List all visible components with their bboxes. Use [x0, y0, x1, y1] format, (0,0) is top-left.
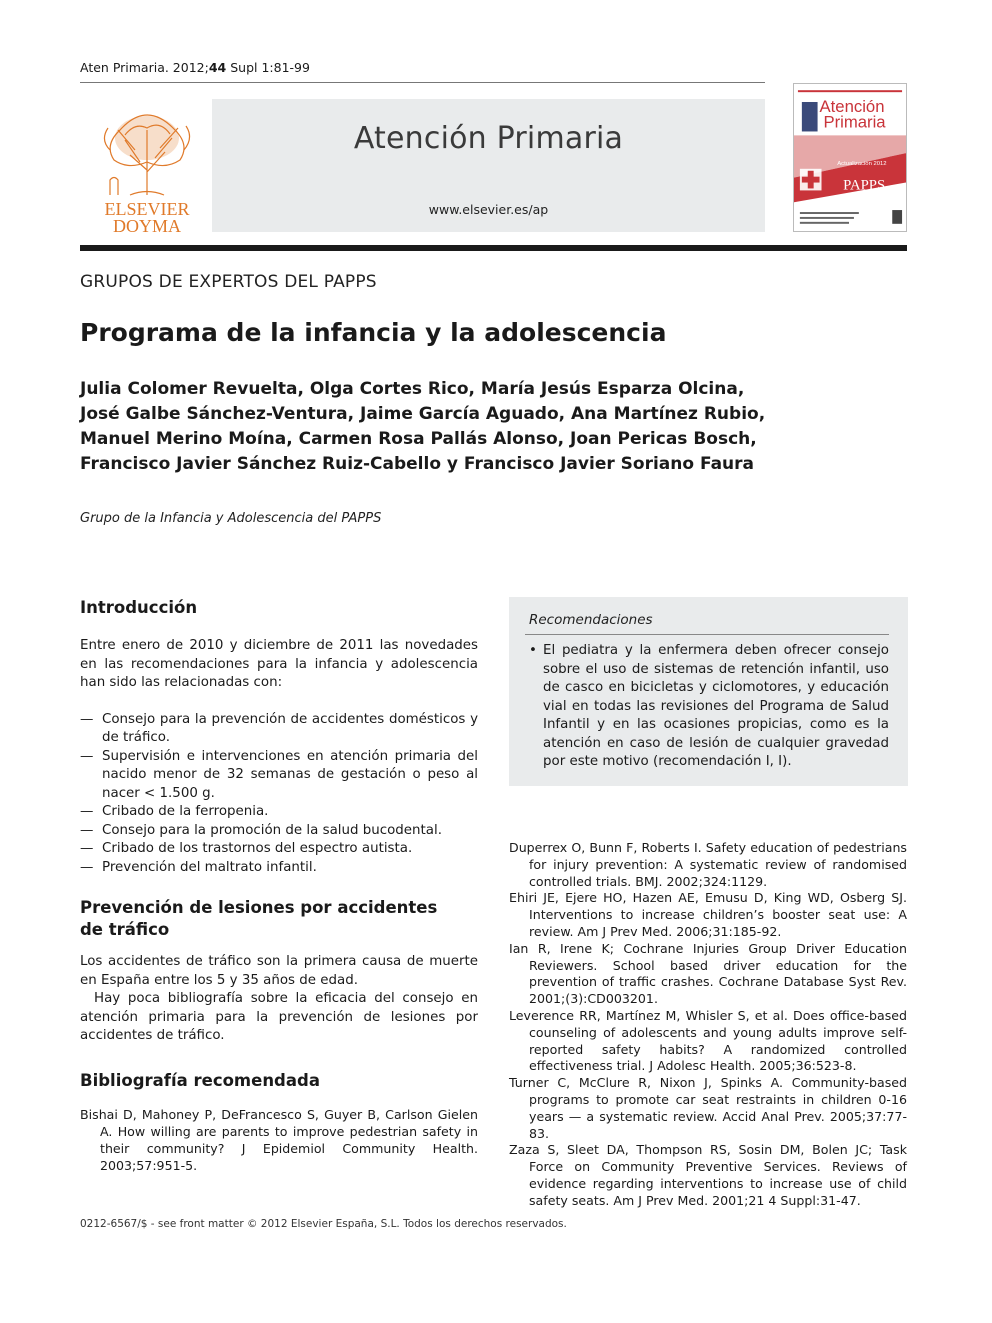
reference-item: Duperrex O, Bunn F, Roberts I. Safety education of pedestrians for injury prevention: A systematic review of randomised controlled trials. BMJ. 2002;324:1129.	[509, 840, 907, 889]
affiliation: Grupo de la Infancia y Adolescencia del PAPPS	[80, 511, 382, 526]
reference-item: Zaza S, Sleet DA, Thompson RS, Sosin DM, Bolen JC; Task Force on Community Preventive Services. Reviews of evidence regarding interventions to increase use of child safety seats. Am J Prev Med. 2001;21 4 Suppl:31-47.	[509, 1142, 907, 1208]
journal-citation: Aten Primaria. 2012;44 Supl 1:81-99	[80, 60, 310, 75]
list-item: — Consejo para la prevención de accidentes domésticos y de tráfico.	[80, 711, 478, 745]
reference-item: Ehiri JE, Ejere HO, Hazen AE, Emusu D, King WD, Osberg SJ. Interventions to increase children’s booster seat use: A review. Am J Prev Med. 2006;31:185-92.	[509, 890, 907, 939]
author-line: Francisco Javier Sánchez Ruiz-Cabello y Francisco Javier Soriano Faura	[80, 454, 754, 474]
journal-cover-thumbnail	[793, 83, 907, 232]
journal-banner	[212, 99, 765, 232]
svg-text:DOYMA: DOYMA	[112, 216, 182, 235]
svg-text:Atención: Atención	[819, 96, 885, 116]
author-line: Manuel Merino Moína, Carmen Rosa Pallás Alonso, Joan Pericas Bosch,	[80, 429, 757, 449]
list-item: — Consejo para la promoción de la salud bucodental.	[80, 822, 442, 838]
bibliography-heading: Bibliografía recomendada	[80, 1070, 320, 1090]
recommendation-text: El pediatra y la enfermera deben ofrecer consejo sobre el uso de sistemas de retención infantil, uso de casco en bicicletas y ciclomotores, y educación vial en todas las revisiones del Programa de Salud Infantil y en las ocasiones propicias, como es la atención en caso de lesión de cualquier gravedad por este motivo (recomendación I, I).	[543, 643, 889, 769]
section-label: GRUPOS DE EXPERTOS DEL PAPPS	[80, 272, 377, 292]
list-item: — Prevención del maltrato infantil.	[80, 859, 317, 875]
author-line: Julia Colomer Revuelta, Olga Cortes Rico, María Jesús Esparza Olcina,	[80, 379, 745, 399]
recommendations-divider	[525, 634, 889, 635]
copyright-footer: 0212-6567/$ - see front matter © 2012 Elsevier España, S.L. Todos los derechos reservados.	[80, 1218, 567, 1230]
intro-list	[80, 711, 478, 878]
bibliography-left	[80, 1106, 478, 1174]
list-item: — Supervisión e intervenciones en atención primaria del nacido menor de 32 semanas de gestación o peso al nacer < 1.500 g.	[80, 748, 478, 801]
reference-item: Leverence RR, Martínez M, Whisler S, et al. Does office-based counseling of adolescents and young adults improve self-reported safety habits? A randomized controlled effectiveness trial. J Adolesc Health. 2005;36:523-8.	[509, 1007, 907, 1074]
article-title: Programa de la infancia y la adolescencia	[80, 318, 667, 347]
svg-text:Primaria: Primaria	[823, 112, 886, 132]
elsevier-tree-icon	[80, 100, 215, 235]
list-item: — Cribado de la ferropenia.	[80, 804, 269, 819]
bullet-icon: •	[529, 643, 537, 658]
elsevier-doyma-logo	[80, 100, 215, 235]
recommendation-item	[529, 642, 889, 772]
svg-text:PAPPS: PAPPS	[843, 177, 886, 194]
author-line: José Galbe Sánchez-Ventura, Jaime García Aguado, Ana Martínez Rubio,	[80, 404, 766, 424]
intro-heading: Introducción	[80, 598, 198, 617]
svg-text:Actualización 2012: Actualización 2012	[837, 160, 887, 167]
traffic-paragraph: Los accidentes de tráfico son la primera causa de muerte en España entre los 5 y 35 años de edad.	[80, 954, 478, 988]
recommendations-box	[509, 597, 908, 786]
recommendations-title: Recomendaciones	[529, 612, 653, 628]
reference-item: Ian R, Irene K; Cochrane Injuries Group Driver Education Reviewers. School based driver education for the prevention of traffic crashes. Cochrane Database Syst Rev. 2001;(3):CD003201.	[509, 940, 907, 1007]
left-column	[80, 597, 478, 1174]
svg-text:ELSEVIER: ELSEVIER	[104, 199, 190, 219]
traffic-heading: Prevención de lesiones por accidentes de tráfico	[80, 898, 438, 939]
journal-url[interactable]: www.elsevier.es/ap	[428, 202, 549, 217]
traffic-paragraph: Hay poca bibliografía sobre la eficacia del consejo en atención primaria para la prevención de lesiones por accidentes de tráfico.	[80, 991, 478, 1043]
reference-item: Turner C, McClure R, Nixon J, Spinks A. Community-based programs to promote car seat restraints in children 0-16 years — a systematic review. Accid Anal Prev. 2005;37:77-83.	[509, 1075, 907, 1141]
reference-item: Bishai D, Mahoney P, DeFrancesco S, Guyer B, Carlson Gielen A. How willing are parents to improve pedestrian safety in their community? J Epidemiol Community Health. 2003;57:951-5.	[80, 1106, 478, 1173]
bibliography-right	[509, 840, 907, 1210]
list-item: — Cribado de los trastornos del espectro autista.	[80, 841, 413, 856]
intro-paragraph: Entre enero de 2010 y diciembre de 2011 las novedades en las recomendaciones para la infancia y adolescencia han sido las relacionadas con:	[80, 638, 478, 690]
header-divider	[80, 82, 765, 83]
author-list	[80, 377, 780, 477]
header-thick-rule	[80, 245, 907, 251]
journal-title: Atención Primaria	[353, 121, 624, 156]
